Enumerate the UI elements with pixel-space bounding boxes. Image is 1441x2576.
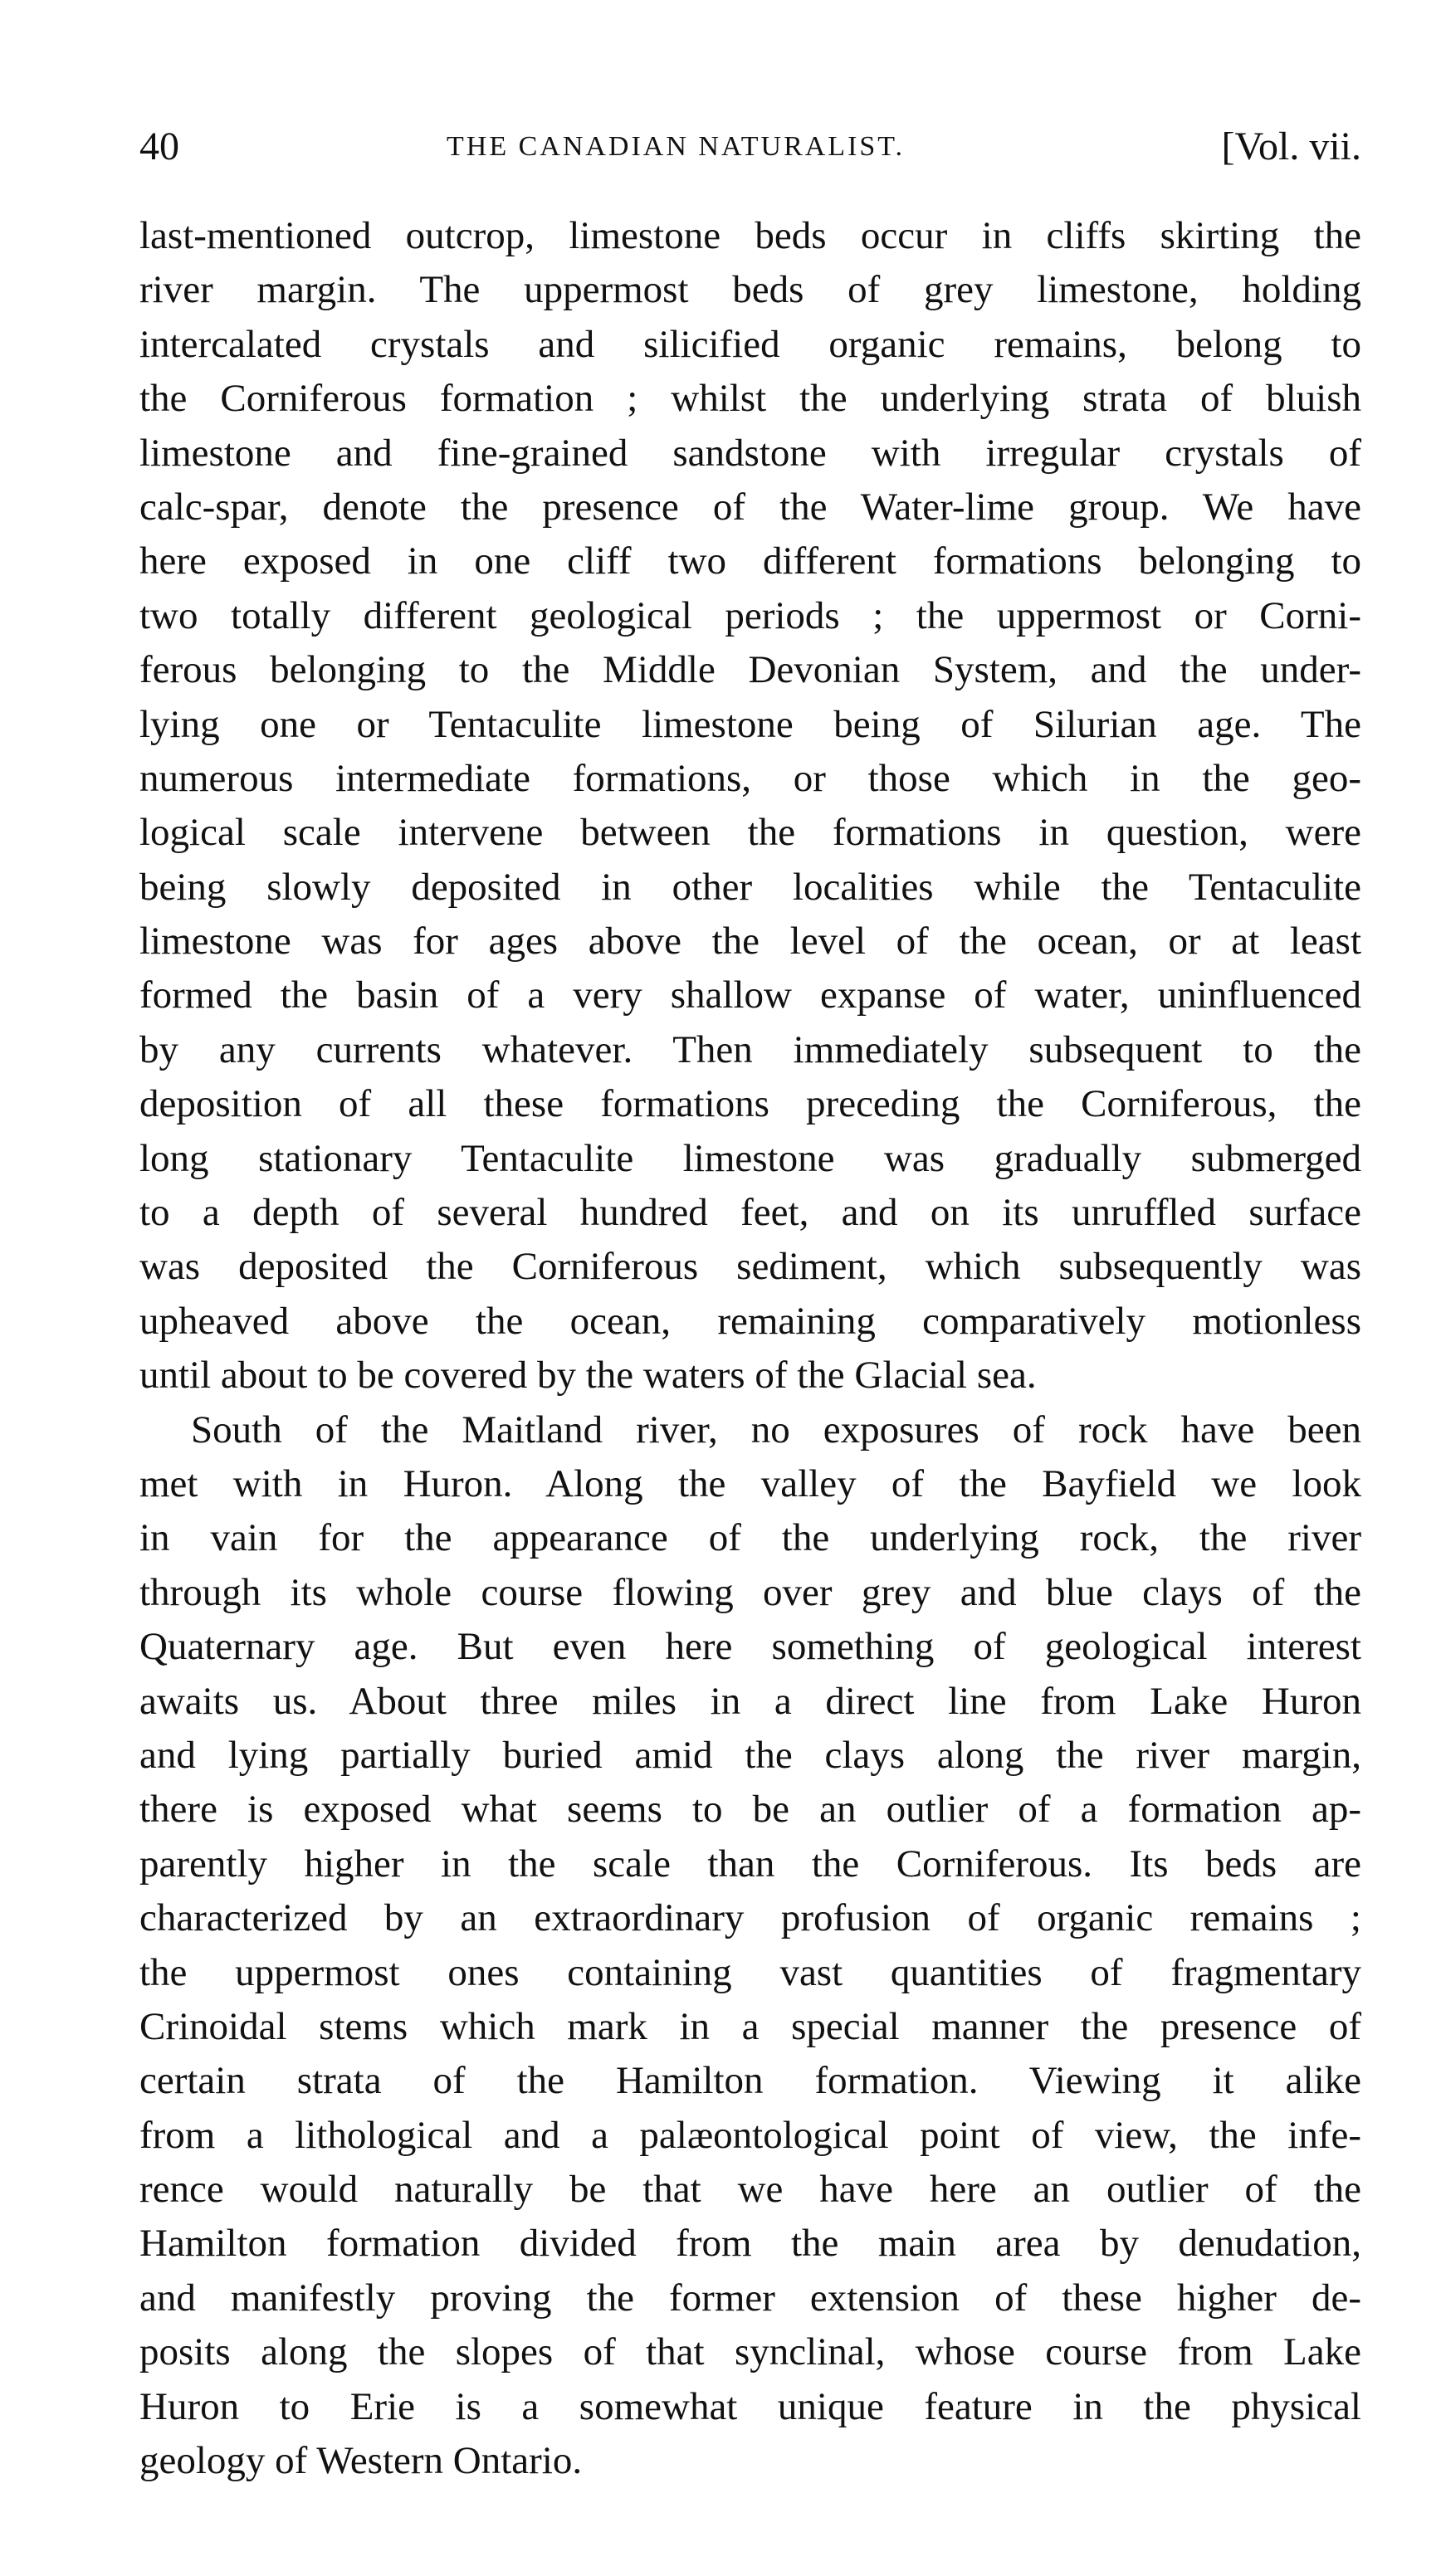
- text-line: being slowly deposited in other localities while the Tentaculite: [139, 865, 1361, 909]
- text-line: to a depth of several hundred feet, and on its unruffled surface: [139, 1191, 1361, 1235]
- text-line: was deposited the Corniferous sediment, which subsequently was: [139, 1245, 1361, 1289]
- text-line: deposition of all these formations preceding the Corniferous, the: [139, 1082, 1361, 1126]
- text-line: Huron to Erie is a somewhat unique feature in the physical: [139, 2384, 1361, 2428]
- text-line: through its whole course flowing over grey and blue clays of the: [139, 1570, 1361, 1614]
- text-line: here exposed in one cliff two different formations belonging to: [139, 539, 1361, 583]
- text-line: certain strata of the Hamilton formation. Viewing it alike: [139, 2059, 1361, 2103]
- text-line: there is exposed what seems to be an outlier of a formation ap-: [139, 1788, 1361, 1832]
- text-line: the Corniferous formation ; whilst the underlying strata of bluish: [139, 377, 1361, 421]
- text-line: by any currents whatever. Then immediately subsequent to the: [139, 1027, 1361, 1071]
- text-line: limestone was for ages above the level of the ocean, or at least: [139, 920, 1361, 964]
- text-line: posits along the slopes of that synclinal, whose course from Lake: [139, 2330, 1361, 2374]
- text-line: characterized by an extraordinary profusion of organic remains ;: [139, 1896, 1361, 1940]
- text-line: intercalated crystals and silicified organic remains, belong to: [139, 322, 1361, 366]
- page-number: 40: [139, 124, 179, 168]
- text-line: Crinoidal stems which mark in a special manner the presence of: [139, 2004, 1361, 2048]
- text-line: South of the Maitland river, no exposures of rock have been: [191, 1408, 1361, 1451]
- text-line: formed the basin of a very shallow expanse of water, uninfluenced: [139, 973, 1361, 1017]
- page-header: [139, 118, 1361, 176]
- text-line: Hamilton formation divided from the main area by denudation,: [139, 2222, 1361, 2266]
- text-line: and lying partially buried amid the clays along the river margin,: [139, 1733, 1361, 1777]
- text-line: in vain for the appearance of the underlying rock, the river: [139, 1516, 1361, 1560]
- text-line: and manifestly proving the former extension of these higher de-: [139, 2276, 1361, 2320]
- text-line: geology of Western Ontario.: [139, 2439, 583, 2483]
- text-line: from a lithological and a palæontological point of view, the infe-: [139, 2113, 1361, 2157]
- text-line: logical scale intervene between the formations in question, were: [139, 811, 1361, 855]
- text-line: numerous intermediate formations, or those which in the geo-: [139, 756, 1361, 800]
- text-line: limestone and fine-grained sandstone with irregular crystals of: [139, 431, 1361, 475]
- text-line: parently higher in the scale than the Corniferous. Its beds are: [139, 1842, 1361, 1886]
- text-line: the uppermost ones containing vast quantities of fragmentary: [139, 1950, 1361, 1994]
- text-line: ferous belonging to the Middle Devonian System, and the under-: [139, 648, 1361, 692]
- text-line: last-mentioned outcrop, limestone beds occur in cliffs skirting the: [139, 214, 1361, 257]
- running-title: THE CANADIAN NATURALIST.: [447, 131, 906, 162]
- text-line: Quaternary age. But even here something of geological interest: [139, 1625, 1361, 1669]
- volume-label: [Vol. vii.: [1221, 124, 1361, 168]
- text-line: two totally different geological periods ; the uppermost or Corni-: [139, 593, 1361, 637]
- text-line: awaits us. About three miles in a direct line from Lake Huron: [139, 1679, 1361, 1723]
- text-line: rence would naturally be that we have here an outlier of the: [139, 2168, 1361, 2212]
- text-line: lying one or Tentaculite limestone being of Silurian age. The: [139, 702, 1361, 746]
- text-line: calc-spar, denote the presence of the Water-lime group. We have: [139, 485, 1361, 529]
- text-line: met with in Huron. Along the valley of the Bayfield we look: [139, 1461, 1361, 1505]
- text-line: long stationary Tentaculite limestone was gradually submerged: [139, 1136, 1361, 1180]
- text-line: river margin. The uppermost beds of grey limestone, holding: [139, 268, 1361, 312]
- text-line: upheaved above the ocean, remaining comparatively motionless: [139, 1299, 1361, 1343]
- text-line: until about to be covered by the waters of the Glacial sea.: [139, 1354, 1037, 1398]
- body-text: [139, 209, 1361, 2488]
